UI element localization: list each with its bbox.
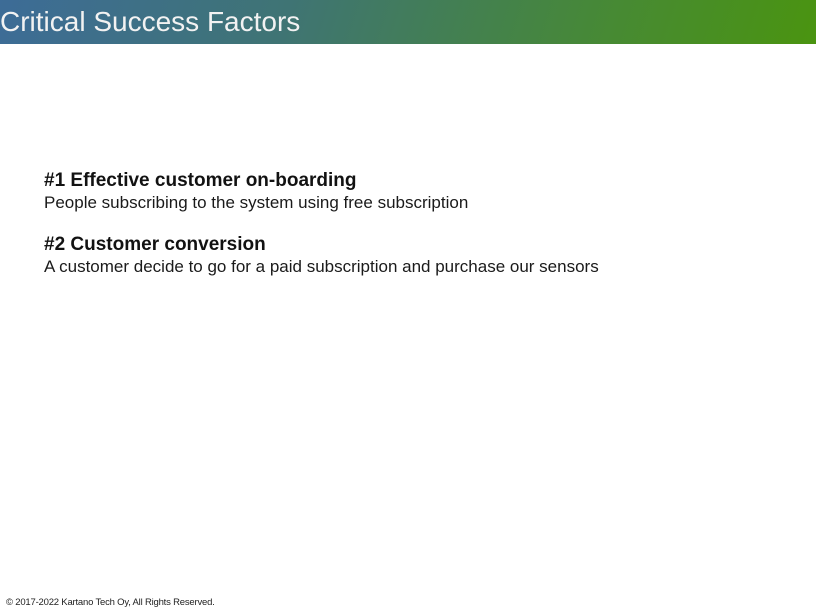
success-factor-section-2 <box>44 234 776 278</box>
success-factor-section-1 <box>44 170 776 214</box>
section-body: A customer decide to go for a paid subscription and purchase our sensors <box>44 257 599 276</box>
slide-content <box>44 170 776 298</box>
title-bar <box>0 0 816 44</box>
slide-title: Critical Success Factors <box>0 6 301 37</box>
copyright-footer: © 2017-2022 Kartano Tech Oy, All Rights Reserved. <box>6 597 215 608</box>
section-body: People subscribing to the system using free subscription <box>44 193 469 212</box>
section-heading: #1 Effective customer on-boarding <box>44 170 357 191</box>
section-heading: #2 Customer conversion <box>44 234 266 255</box>
